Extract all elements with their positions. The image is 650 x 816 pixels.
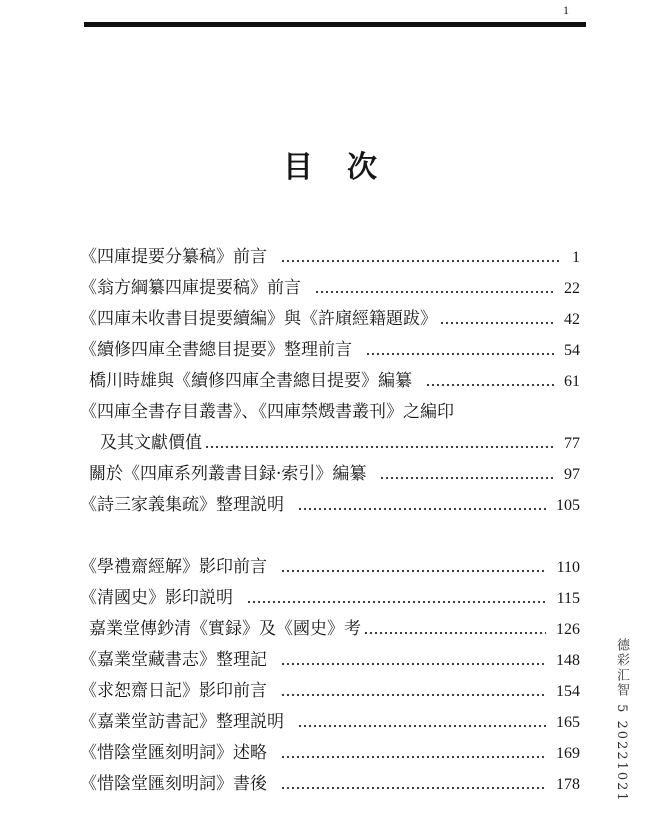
page-number: 1 [563, 3, 569, 17]
dot-leader [366, 352, 554, 356]
toc-entry-title: 《四庫全書存目叢書》、《四庫禁燬書叢刊》之編印 [80, 402, 454, 422]
dot-leader [281, 569, 547, 573]
dot-leader [426, 383, 554, 387]
toc-group-2 [80, 552, 580, 800]
toc-entry [80, 490, 580, 521]
toc-entry-title: 《四庫未收書目提要續編》與《許廎經籍題跋》 [80, 309, 437, 329]
toc-entry-title: 橋川時雄與《續修四庫全書總目提要》編纂 [89, 371, 412, 391]
toc-entry-title: 《嘉業堂訪書記》整理説明 [80, 712, 284, 732]
dot-leader [298, 724, 546, 728]
dot-leader [281, 755, 546, 759]
toc-entry-page: 126 [556, 621, 580, 638]
dot-leader [380, 476, 554, 480]
toc-entry-page: 105 [556, 497, 580, 514]
toc-entry [80, 614, 580, 645]
page-title: 目 次 [283, 150, 379, 185]
dot-leader [281, 662, 546, 666]
toc-entry [80, 459, 580, 490]
toc-entry-title-continuation: 及其文獻價值 [100, 433, 202, 453]
toc-entry [80, 738, 580, 769]
dot-leader [281, 693, 546, 697]
toc-entry [80, 366, 580, 397]
header-rule [84, 22, 586, 27]
toc-entry-page: 148 [556, 652, 580, 669]
toc-entry-title: 《求恕齋日記》影印前言 [80, 681, 267, 701]
toc-entry-title: 《續修四庫全書總目提要》整理前言 [80, 340, 352, 360]
toc-entry-page: 97 [564, 466, 580, 483]
toc-entry [80, 769, 580, 800]
toc-entry-page: 169 [556, 745, 580, 762]
toc-entry-title: 《翁方綱纂四庫提要稿》前言 [80, 278, 301, 298]
toc-entry-page: 165 [556, 714, 580, 731]
toc-entry [80, 707, 580, 738]
toc-entry-page: 1 [572, 249, 580, 266]
toc-entry-title: 《四庫提要分纂稿》前言 [80, 247, 267, 267]
toc-entry [80, 552, 580, 583]
printer-mark: 德彩汇智 5 20221021 [614, 638, 629, 803]
toc-entry-title: 嘉業堂傳鈔清《實録》及《國史》考 [89, 619, 361, 639]
toc-entry [80, 583, 580, 614]
toc-entry-title: 《詩三家義集疏》整理説明 [80, 495, 284, 515]
toc-entry-title: 關於《四庫系列叢書目録·索引》編纂 [89, 464, 367, 484]
toc-entry [80, 645, 580, 676]
toc-entry-continuation [80, 428, 580, 459]
toc-entry [80, 397, 580, 428]
dot-leader [205, 445, 554, 449]
toc-entry-page: 154 [556, 683, 580, 700]
toc-entry-title: 《清國史》影印説明 [80, 588, 233, 608]
toc-group-1 [80, 242, 580, 521]
toc-entry [80, 304, 580, 335]
toc-entry [80, 273, 580, 304]
dot-leader [281, 259, 562, 263]
toc-entry-page: 77 [564, 435, 580, 452]
toc-entry [80, 335, 580, 366]
toc-entry-title: 《嘉業堂藏書志》整理記 [80, 650, 267, 670]
toc-entry-page: 22 [564, 280, 580, 297]
toc-entry-page: 115 [556, 590, 580, 607]
dot-leader [364, 631, 546, 635]
toc-entry-page: 178 [556, 776, 580, 793]
toc-entry [80, 242, 580, 273]
toc-entry-page: 42 [564, 311, 580, 328]
toc-entry-title: 《學禮齋經解》影印前言 [80, 557, 267, 577]
dot-leader [440, 321, 554, 325]
toc-entry-page: 54 [564, 342, 580, 359]
toc-entry-page: 110 [556, 559, 580, 576]
toc-entry-title: 《惜陰堂匯刻明詞》書後 [80, 774, 267, 794]
dot-leader [281, 786, 546, 790]
toc-entry-page: 61 [564, 373, 580, 390]
toc-entry-title: 《惜陰堂匯刻明詞》述略 [80, 743, 267, 763]
dot-leader [247, 600, 547, 604]
toc-entry [80, 676, 580, 707]
dot-leader [298, 507, 546, 511]
dot-leader [315, 290, 554, 294]
